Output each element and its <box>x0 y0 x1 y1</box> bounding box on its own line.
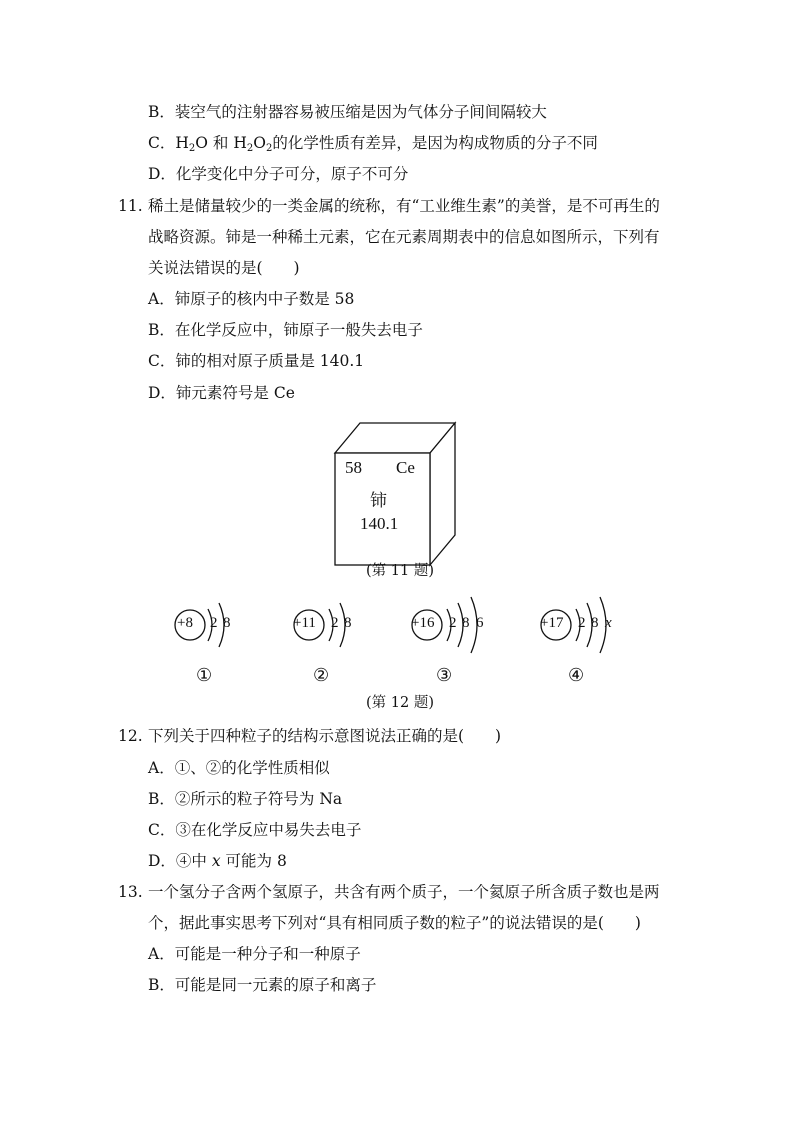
q13-stem-line2: 个，据此事实思考下列对“具有相同质子数的粒子”的说法错误的是( ) <box>148 914 641 932</box>
particle-1-nucleus: +8 <box>177 615 193 631</box>
particle-4-shell-2: 8 <box>591 615 599 631</box>
q11-stem-line2: 战略资源。铈是一种稀土元素，它在元素周期表中的信息如图所示，下列有 <box>148 228 660 246</box>
particle-4-nucleus: +17 <box>540 615 564 631</box>
q11-option-d: D．铈元素符号是 Ce <box>148 384 295 402</box>
q12-figure-caption: (第 12 题) <box>366 695 434 711</box>
q12-option-b: B．②所示的粒子符号为 Na <box>148 790 343 808</box>
q12-option-d: D．④中 x 可能为 8 <box>148 852 287 870</box>
particle-3-nucleus: +16 <box>411 615 435 631</box>
particle-3-shell-2: 8 <box>462 615 470 631</box>
element-cell-figure <box>330 420 460 570</box>
q11-stem-line3: 关说法错误的是( ) <box>148 259 300 277</box>
q12-option-c: C．③在化学反应中易失去电子 <box>148 821 362 839</box>
q13-option-a: A．可能是一种分子和一种原子 <box>148 945 361 963</box>
particle-3-shell-1: 2 <box>449 615 457 631</box>
element-name: 铈 <box>370 491 387 511</box>
q11-option-a: A．铈原子的核内中子数是 58 <box>148 290 355 308</box>
q11-figure-caption: (第 11 题) <box>366 563 434 579</box>
particle-3-label: ③ <box>436 665 453 685</box>
q13-option-b: B．可能是同一元素的原子和离子 <box>148 976 377 994</box>
particle-3-diagram <box>405 590 505 685</box>
q11-option-b: B．在化学反应中，铈原子一般失去电子 <box>148 321 423 339</box>
particle-1-diagram <box>168 590 248 685</box>
particle-1-shell-2: 8 <box>223 615 231 631</box>
particle-4-shell-3: x <box>605 615 612 631</box>
element-cell-box <box>330 420 460 570</box>
q10-option-c: C．$H_2O$ 和 $H_2O_2$的化学性质有差异，是因为构成物质的分子不同 <box>148 134 598 154</box>
particle-2-shell-1: 2 <box>331 615 339 631</box>
q10-option-b: B．装空气的注射器容易被压缩是因为气体分子间间隔较大 <box>148 103 547 121</box>
q11-stem-line1: 稀土是储量较少的一类金属的统称，有“工业维生素”的美誉，是不可再生的 <box>148 197 660 215</box>
element-relative-mass: 140.1 <box>360 514 399 533</box>
q11-number: 11. <box>118 197 143 215</box>
element-atomic-number: 58 <box>345 458 362 477</box>
q13-number: 13. <box>118 883 143 901</box>
particle-4-label: ④ <box>568 665 585 685</box>
particle-2-shell-2: 8 <box>344 615 352 631</box>
particle-1-label: ① <box>196 665 213 685</box>
particle-2-nucleus: +11 <box>293 615 316 631</box>
element-symbol: Ce <box>396 458 415 477</box>
particle-4-shell-1: 2 <box>578 615 586 631</box>
q12-stem: 下列关于四种粒子的结构示意图说法正确的是( ) <box>148 727 502 745</box>
q10-option-d: D．化学变化中分子可分，原子不可分 <box>148 165 409 183</box>
q12-option-a: A．①、②的化学性质相似 <box>148 759 330 777</box>
particle-4-diagram <box>534 590 634 685</box>
particle-2-diagram <box>287 590 372 685</box>
particle-2-label: ② <box>313 665 330 685</box>
particle-1-shell-1: 2 <box>210 615 218 631</box>
q11-option-c: C．铈的相对原子质量是 140.1 <box>148 352 365 370</box>
q12-number: 12. <box>118 727 143 745</box>
q13-stem-line1: 一个氢分子含两个氢原子，共含有两个质子，一个氦原子所含质子数也是两 <box>148 883 660 901</box>
particle-3-shell-3: 6 <box>476 615 484 631</box>
